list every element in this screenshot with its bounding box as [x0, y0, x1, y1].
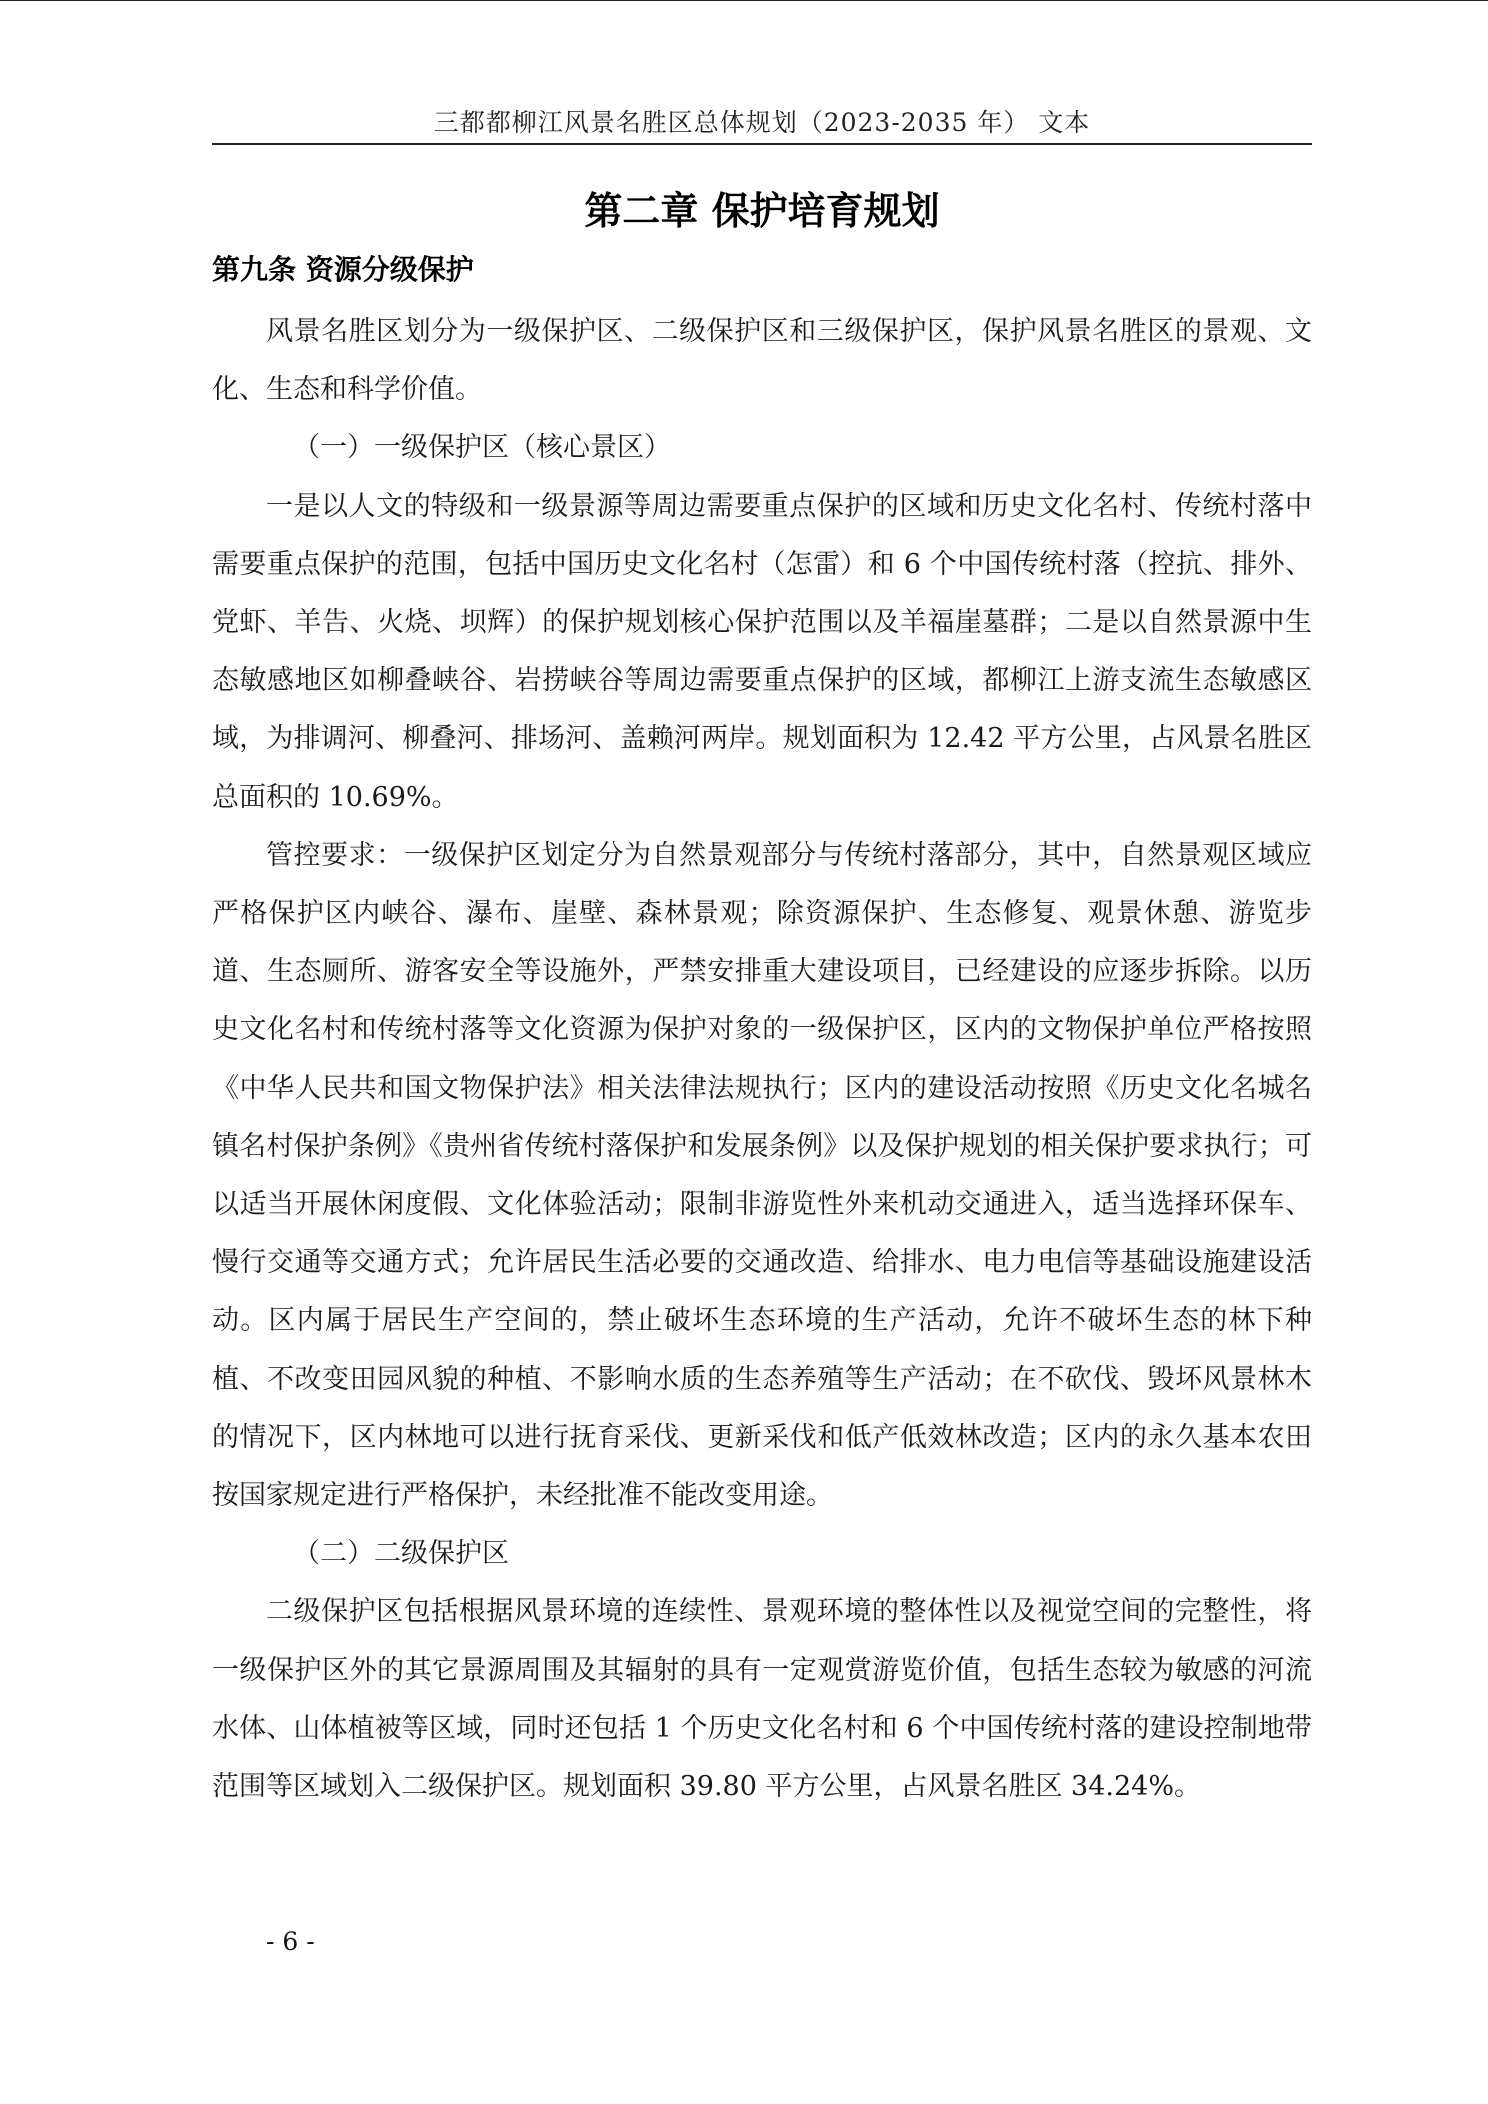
intro-paragraph: 风景名胜区划分为一级保护区、二级保护区和三级保护区，保护风景名胜区的景观、文化、生态和科学价值。 [212, 316, 1312, 406]
level-1-zone-control-paragraph: 管控要求：一级保护区划定分为自然景观部分与传统村落部分，其中，自然景观区域应严格保护区内峡谷、瀑布、崖壁、森林景观；除资源保护、生态修复、观景休憩、游览步道、生态厕所、游客安全等设施外，严禁安排重大建设项目，已经建设的应逐步拆除。以历史文化名村和传统村落等文化资源为保护对象的一级保护区，区内的文物保护单位严格按照《中华人民共和国文物保护法》相关法律法规执行；区内的建设活动按照《历史文化名城名镇名村保护条例》《贵州省传统村落保护和发展条例》以及保护规划的相关保护要求执行；可以适当开展休闲度假、文化体验活动；限制非游览性外来机动交通进入，适当选择环保车、慢行交通等交通方式；允许居民生活必要的交通改造、给排水、电力电信等基础设施建设活动。区内属于居民生产空间的，禁止破坏生态环境的生产活动，允许不破坏生态的林下种植、不改变田园风貌的种植、不影响水质的生态养殖等生产活动；在不砍伐、毁坏风景林木的情况下，区内林地可以进行抚育采伐、更新采伐和低产低效林改造；区内的永久基本农田按国家规定进行严格保护，未经批准不能改变用途。 [212, 839, 1312, 1512]
body-text [212, 303, 1312, 1816]
section-heading-level-2-zone: （二）二级保护区 [293, 1538, 509, 1570]
running-header: 三都都柳江风景名胜区总体规划（2023-2035 年） 文本 [433, 108, 1091, 137]
chapter-title: 第二章 保护培育规划 [584, 189, 940, 233]
section-heading-level-1-zone: （一）一级保护区（核心景区） [293, 432, 671, 464]
level-2-zone-scope-paragraph: 二级保护区包括根据风景环境的连续性、景观环境的整体性以及视觉空间的完整性，将一级保护区外的其它景源周围及其辐射的具有一定观赏游览价值，包括生态较为敏感的河流水体、山体植被等区域，同时还包括 1 个历史文化名村和 6 个中国传统村落的建设控制地带范围等区域划入二级保护区。规划面积 39.80 平方公里，占风景名胜区 34.24%。 [212, 1596, 1312, 1803]
level-1-zone-scope-paragraph: 一是以人文的特级和一级景源等周边需要重点保护的区域和历史文化名村、传统村落中需要重点保护的范围，包括中国历史文化名村（怎雷）和 6 个中国传统村落（控抗、排外、党虾、羊告、火烧、坝辉）的保护规划核心保护范围以及羊福崖墓群；二是以自然景源中生态敏感地区如柳叠峡谷、岩捞峡谷等周边需要重点保护的区域，都柳江上游支流生态敏感区域，为排调河、柳叠河、排场河、盖赖河两岸。规划面积为 12.42 平方公里，占风景名胜区总面积的 10.69%。 [212, 490, 1312, 813]
page-number: - 6 - [266, 1927, 315, 1956]
header-rule [212, 143, 1312, 145]
article-heading: 第九条 资源分级保护 [212, 253, 474, 286]
top-border-line [0, 0, 1488, 1]
